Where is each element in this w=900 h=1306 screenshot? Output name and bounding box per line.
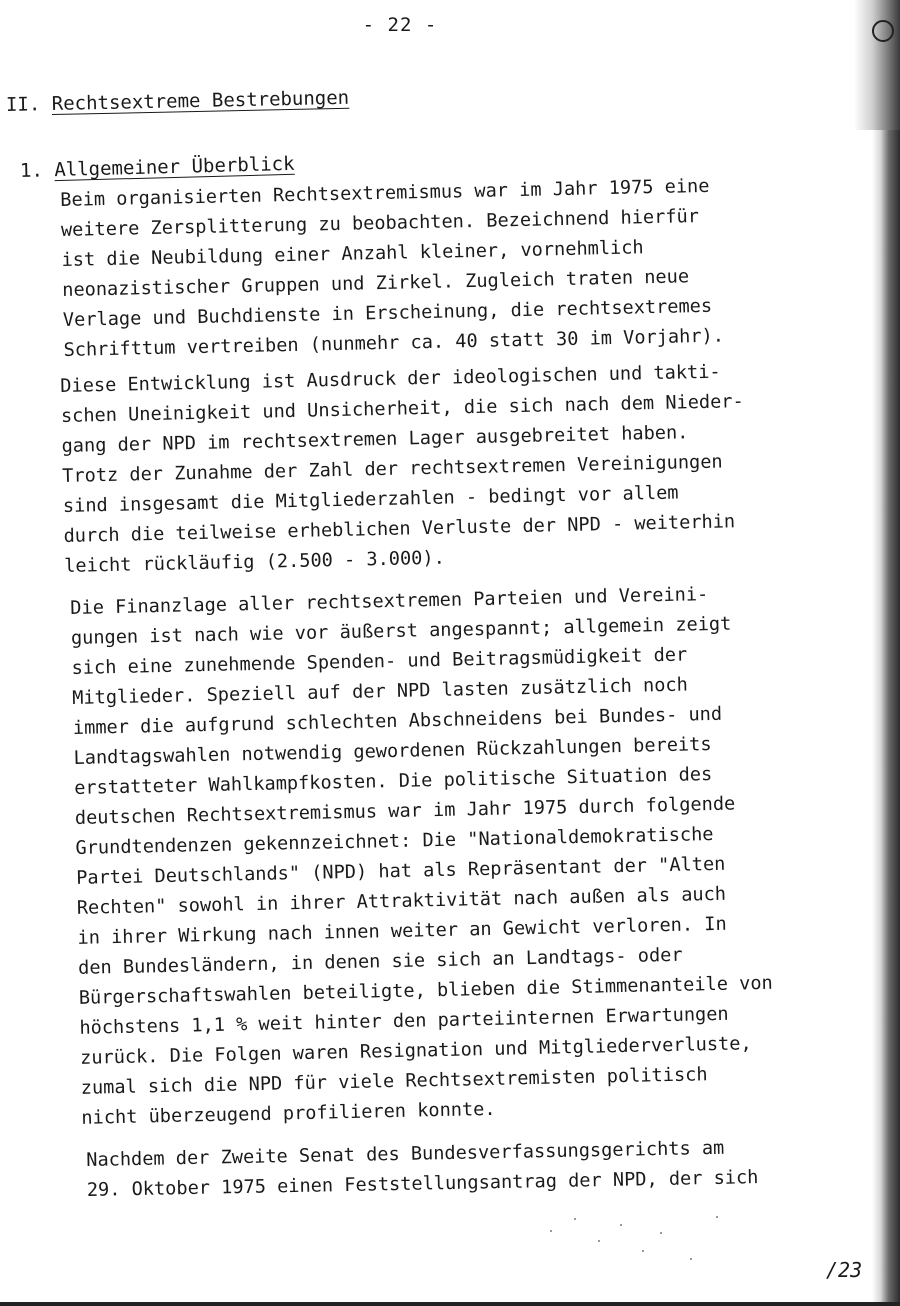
section-title: Rechtsextreme Bestrebungen — [51, 86, 350, 116]
section-heading — [6, 87, 350, 116]
text-line: Diese Entwicklung ist Ausdruck der ideologischen und takti- — [60, 361, 721, 397]
page-number: - 22 - — [362, 14, 438, 36]
text-line: leicht rückläufig (2.500 - 3.000). — [64, 547, 445, 577]
text-line: immer die aufgrund schlechten Abschneidens bei Bundes- und — [72, 703, 723, 739]
text-line: Bürgerschaftswahlen beteiligte, blieben die Stimmenanteile von — [78, 972, 773, 1009]
text-line: sich eine zunehmende Spenden- und Beitragsmüdigkeit der — [71, 644, 688, 679]
text-line: Beim organisierten Rechtsextremismus war im Jahr 1975 eine — [60, 175, 710, 211]
subsection-heading — [20, 153, 295, 182]
text-line: zurück. Die Folgen waren Resignation und Mitgliederverluste, — [79, 1033, 752, 1069]
text-line: erstatteter Wahlkampfkosten. Die politische Situation des — [74, 764, 713, 799]
text-line: neonazistischer Gruppen und Zirkel. Zugleich traten neue — [62, 266, 690, 301]
text-line: weitere Zersplitterung zu beobachten. Bezeichnend hierfür — [60, 206, 700, 241]
continuation-reference: /23 — [826, 1258, 863, 1282]
text-line: 29. Oktober 1975 einen Feststellungsantrag der NPD, der sich — [86, 1167, 759, 1201]
text-line: durch die teilweise erheblichen Verluste der NPD - weiterhin — [63, 511, 736, 547]
text-line: höchstens 1,1 % weit hinter den parteiinternen Erwartungen — [79, 1003, 729, 1039]
text-line: Grundtendenzen gekennzeichnet: Die "Nationaldemokratische — [75, 824, 714, 859]
text-line: in ihrer Wirkung nach innen weiter an Gewicht verloren. In — [77, 913, 727, 949]
scan-bottom-edge — [0, 1302, 900, 1306]
text-line: Trotz der Zunahme der Zahl der rechtsextremen Vereinigungen — [62, 451, 723, 487]
binder-ring-icon — [872, 20, 894, 42]
section-number: II. — [5, 93, 41, 116]
paragraph-3 — [70, 577, 862, 1134]
text-line: Die Finanzlage aller rechtsextremen Parteien und Vereini- — [70, 584, 709, 619]
text-line: Schrifttum vertreiben (nunmehr ca. 40 statt 30 im Vorjahr). — [63, 325, 725, 361]
text-line: gang der NPD im rechtsextremen Lager ausgebreitet haben. — [61, 422, 689, 457]
text-line: ist die Neubildung einer Anzahl kleiner, vornehmlich — [61, 237, 644, 271]
text-line: schen Uneinigkeit und Unsicherheit, die sich nach dem Nieder- — [60, 391, 744, 427]
text-line: Rechten" sowohl in ihrer Attraktivität nach außen als auch — [76, 883, 727, 919]
text-line: den Bundesländern, in denen sie sich an Landtags- oder — [77, 944, 683, 979]
paragraph-1 — [60, 169, 844, 366]
text-line: nicht überzeugend profilieren konnte. — [81, 1098, 496, 1129]
paragraph-2 — [60, 355, 844, 582]
text-line: Nachdem der Zweite Senat des Bundesverfassungsgerichts am — [86, 1137, 725, 1171]
text-line: Verlage und Buchdienste in Erscheinung, die rechtsextremes — [62, 295, 713, 331]
scan-edge-shadow — [872, 0, 900, 1306]
text-line: zumal sich die NPD für viele Rechtsextremisten politisch — [80, 1064, 708, 1099]
subsection-number: 1. — [19, 159, 44, 182]
text-line: Mitglieder. Speziell auf der NPD lasten zusätzlich noch — [72, 674, 689, 709]
text-line: gungen ist nach wie vor äußerst angespannt; allgemein zeigt — [70, 613, 732, 649]
text-line: sind insgesamt die Mitgliederzahlen - bedingt vor allem — [62, 482, 679, 517]
text-line: deutschen Rechtsextremismus war im Jahr 1975 durch folgende — [74, 793, 736, 829]
text-line: Partei Deutschlands" (NPD) hat als Repräsentant der "Alten — [75, 853, 726, 889]
paragraph-4 — [86, 1131, 867, 1206]
text-line: Landtagswahlen notwendig gewordenen Rückzahlungen bereits — [73, 734, 712, 769]
scan-edge-shadow-top — [854, 0, 900, 130]
scan-noise — [540, 1210, 740, 1270]
subsection-title: Allgemeiner Überblick — [54, 152, 295, 182]
